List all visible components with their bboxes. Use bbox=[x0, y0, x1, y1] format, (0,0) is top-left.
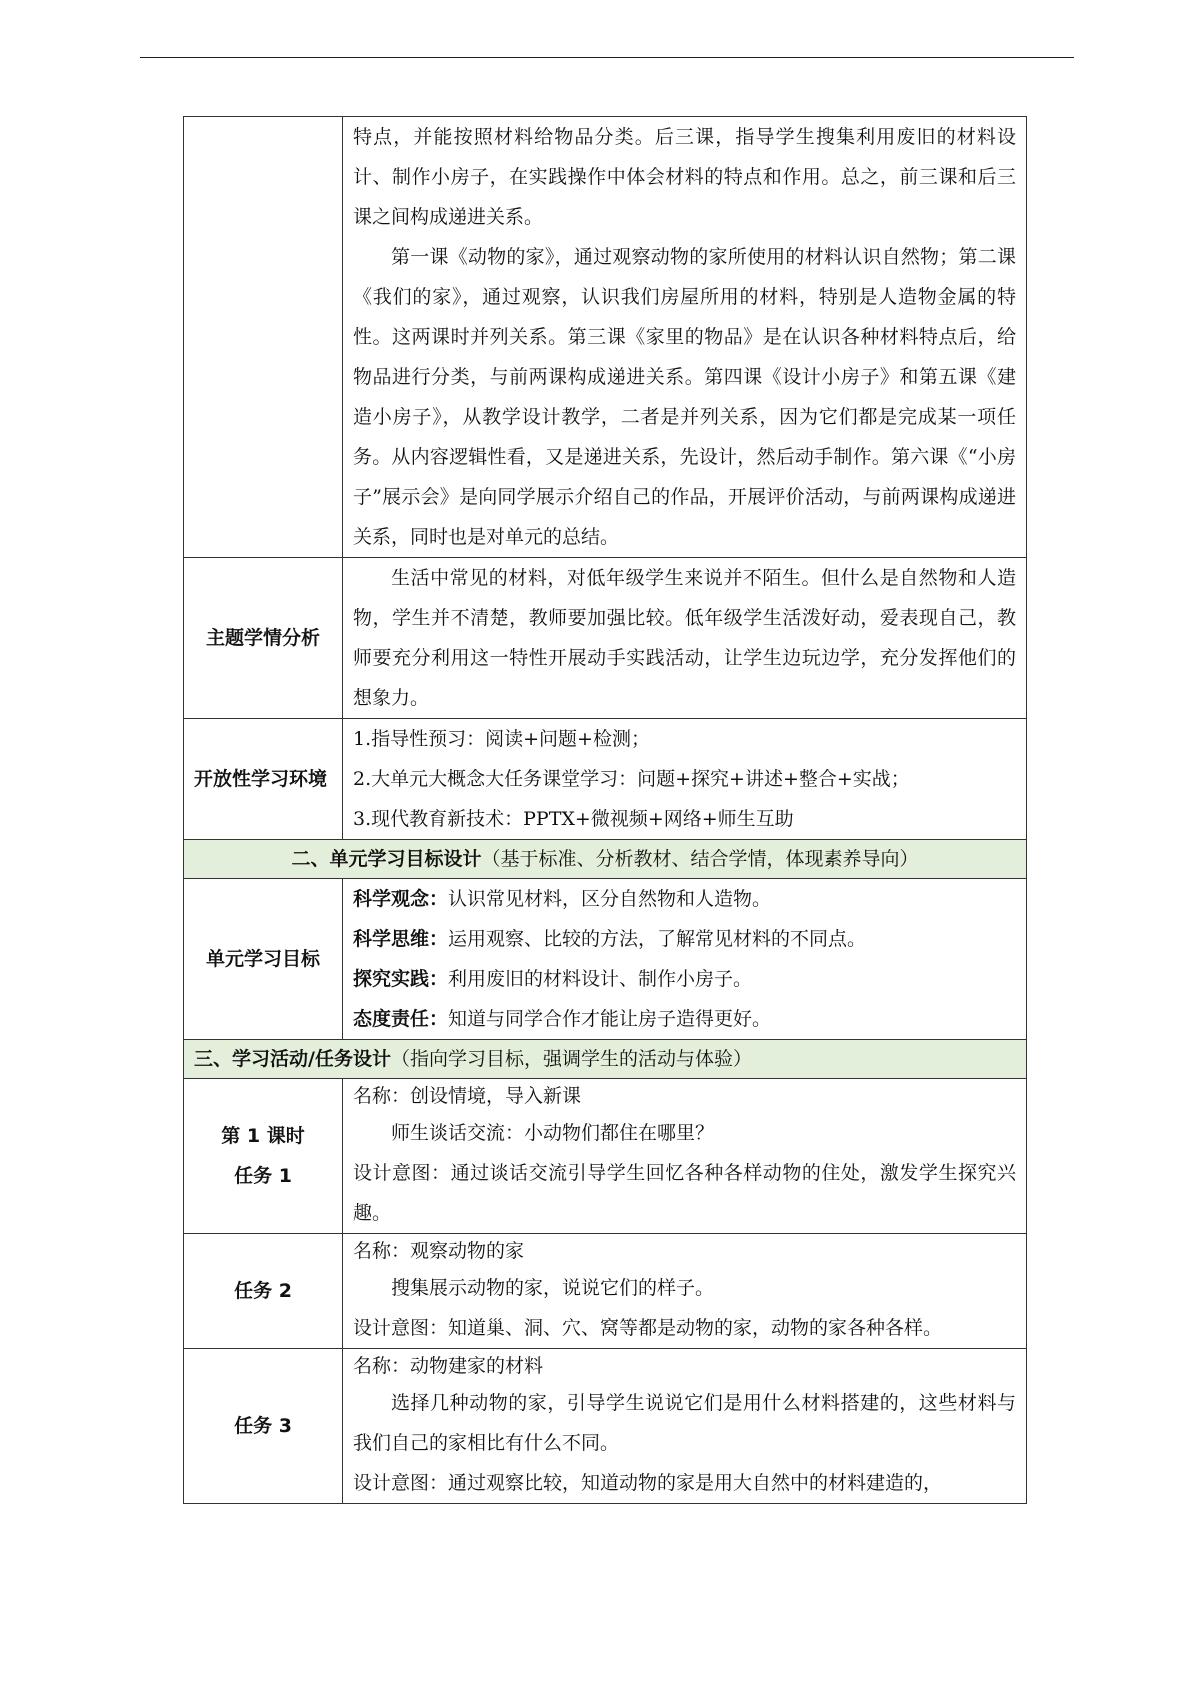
section-2-title: 二、单元学习目标设计 bbox=[291, 848, 482, 870]
environment-item-1: 1.指导性预习：阅读+问题+检测； bbox=[353, 728, 650, 750]
environment-item-2: 2.大单元大概念大任务课堂学习：问题+探究+讲述+整合+实战； bbox=[353, 768, 910, 790]
task-2-label bbox=[184, 1234, 343, 1349]
task-3-intent: 设计意图：通过观察比较，知道动物的家是用大自然中的材料建造的， bbox=[353, 1472, 943, 1494]
goal-item-3 bbox=[353, 959, 1016, 999]
goal-item-1 bbox=[353, 879, 1016, 919]
task-3-number: 任务 3 bbox=[234, 1415, 292, 1437]
task-row-2 bbox=[184, 1234, 1027, 1349]
task-3-label bbox=[184, 1349, 343, 1504]
lesson-plan-table bbox=[183, 116, 1027, 1504]
task-2-number: 任务 2 bbox=[234, 1280, 292, 1302]
section-3-note: （指向学习目标，强调学生的活动与体验） bbox=[390, 1048, 752, 1070]
continuation-cell bbox=[343, 117, 1027, 558]
task-1-intent: 设计意图：通过谈话交流引导学生回忆各种各样动物的住处，激发学生探究兴趣。 bbox=[353, 1162, 1016, 1224]
analysis-cell bbox=[343, 558, 1027, 719]
goal-text-1: 认识常见材料，区分自然物和人造物。 bbox=[448, 888, 772, 910]
task-row-3 bbox=[184, 1349, 1027, 1504]
goal-key-1: 科学观念： bbox=[353, 888, 449, 910]
goal-key-4: 态度责任： bbox=[353, 1008, 449, 1030]
goals-cell bbox=[343, 879, 1027, 1040]
section-2-header-row bbox=[184, 840, 1027, 879]
analysis-text: 生活中常见的材料，对低年级学生来说并不陌生。但什么是自然物和人造物，学生并不清楚，教师要加强比较。低年级学生活泼好动，爱表现自己，教师要充分利用这一特性开展动手实践活动，让学生边玩边学，充分发挥他们的想象力。 bbox=[353, 567, 1016, 709]
goal-text-4: 知道与同学合作才能让房子造得更好。 bbox=[448, 1008, 772, 1030]
task-2-intent: 设计意图：知道巢、洞、穴、窝等都是动物的家，动物的家各种各样。 bbox=[353, 1317, 943, 1339]
continuation-label-cell bbox=[184, 117, 343, 558]
goal-text-3: 利用废旧的材料设计、制作小房子。 bbox=[448, 968, 753, 990]
continuation-paragraph-1: 特点，并能按照材料给物品分类。后三课，指导学生搜集利用废旧的材料设计、制作小房子，在实践操作中体会材料的特点和作用。总之，前三课和后三课之间构成递进关系。 bbox=[353, 126, 1016, 228]
task-1-lesson: 第 1 课时 bbox=[221, 1125, 305, 1147]
section-2-note: （基于标准、分析教材、结合学情，体现素养导向） bbox=[481, 848, 919, 870]
goal-item-2 bbox=[353, 919, 1016, 959]
task-3-name: 名称：动物建家的材料 bbox=[353, 1355, 544, 1377]
analysis-label: 主题学情分析 bbox=[184, 558, 343, 719]
task-1-label bbox=[184, 1079, 343, 1234]
task-1-activity: 师生谈话交流：小动物们都住在哪里？ bbox=[391, 1122, 715, 1144]
task-1-number: 任务 1 bbox=[234, 1165, 292, 1187]
environment-row bbox=[184, 719, 1027, 840]
section-3-header-row bbox=[184, 1040, 1027, 1079]
task-1-name: 名称：创设情境，导入新课 bbox=[353, 1085, 582, 1107]
environment-label: 开放性学习环境 bbox=[184, 719, 343, 840]
task-1-cell bbox=[343, 1079, 1027, 1234]
section-2-header bbox=[184, 840, 1027, 879]
task-3-activity: 选择几种动物的家，引导学生说说它们是用什么材料搭建的，这些材料与我们自己的家相比有什么不同。 bbox=[353, 1392, 1016, 1454]
analysis-row bbox=[184, 558, 1027, 719]
section-3-header bbox=[184, 1040, 1027, 1079]
header-rule bbox=[140, 57, 1074, 58]
continuation-row bbox=[184, 117, 1027, 558]
environment-item-3: 3.现代教育新技术：PPTX+微视频+网络+师生互助 bbox=[353, 808, 794, 830]
goal-key-2: 科学思维： bbox=[353, 928, 449, 950]
environment-cell bbox=[343, 719, 1027, 840]
goals-row bbox=[184, 879, 1027, 1040]
task-row-1 bbox=[184, 1079, 1027, 1234]
task-2-name: 名称：观察动物的家 bbox=[353, 1240, 525, 1262]
goals-label: 单元学习目标 bbox=[184, 879, 343, 1040]
task-2-activity: 搜集展示动物的家，说说它们的样子。 bbox=[391, 1277, 715, 1299]
goal-text-2: 运用观察、比较的方法，了解常见材料的不同点。 bbox=[448, 928, 867, 950]
goal-item-4 bbox=[353, 999, 1016, 1039]
task-3-cell bbox=[343, 1349, 1027, 1504]
section-3-title: 三、学习活动/任务设计 bbox=[194, 1048, 391, 1070]
goal-key-3: 探究实践： bbox=[353, 968, 449, 990]
continuation-paragraph-2: 第一课《动物的家》，通过观察动物的家所使用的材料认识自然物；第二课《我们的家》，通过观察，认识我们房屋所用的材料，特别是人造物金属的特性。这两课时并列关系。第三课《家里的物品》是在认识各种材料特点后，给物品进行分类，与前两课构成递进关系。第四课《设计小房子》和第五课《建造小房子》，从教学设计教学，二者是并列关系，因为它们都是完成某一项任务。从内容逻辑性看，又是递进关系，先设计，然后动手制作。第六课《“小房子”展示会》是向同学展示介绍自己的作品，开展评价活动，与前两课构成递进关系，同时也是对单元的总结。 bbox=[353, 246, 1016, 548]
task-2-cell bbox=[343, 1234, 1027, 1349]
